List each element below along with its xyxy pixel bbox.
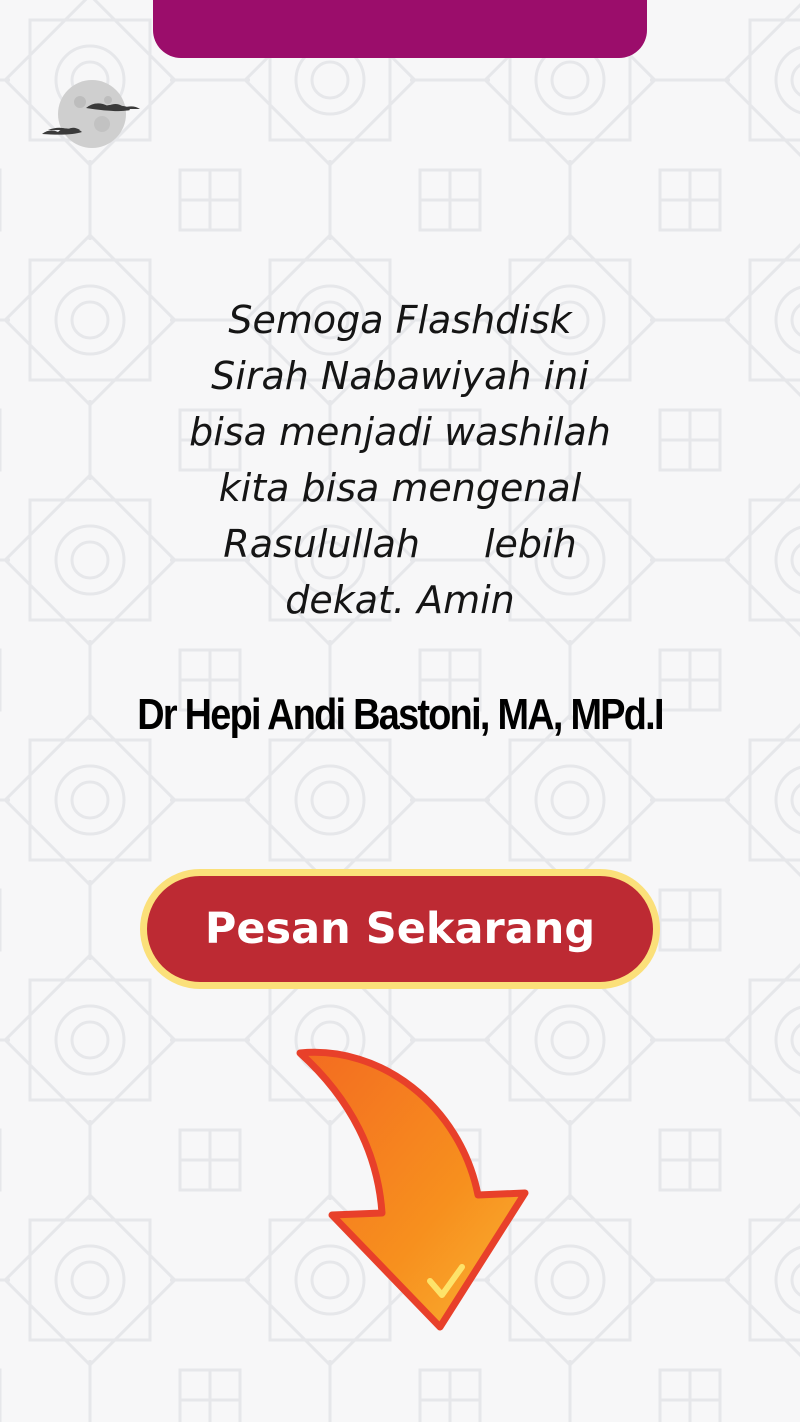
moon-with-clouds-icon — [38, 74, 144, 154]
top-banner — [153, 0, 647, 58]
quote-line-6: dekat. Amin — [285, 578, 515, 622]
curved-arrow-down-icon — [290, 1045, 535, 1335]
quote-line-4: kita bisa mengenal — [218, 466, 582, 510]
quote-text — [120, 292, 680, 628]
quote-line-5b: lebih — [484, 522, 577, 566]
quote-line-5a: Rasulullah — [223, 522, 420, 566]
quote-line-1: Semoga Flashdisk — [228, 298, 572, 342]
order-now-label: Pesan Sekarang — [204, 904, 596, 954]
quote-line-3: bisa menjadi washilah — [189, 410, 611, 454]
quote-line-2: Sirah Nabawiyah ini — [211, 354, 589, 398]
quote-line-5 — [120, 516, 680, 572]
author-name: Dr Hepi Andi Bastoni, MA, MPd.I — [137, 690, 663, 739]
order-now-button[interactable] — [140, 869, 660, 989]
